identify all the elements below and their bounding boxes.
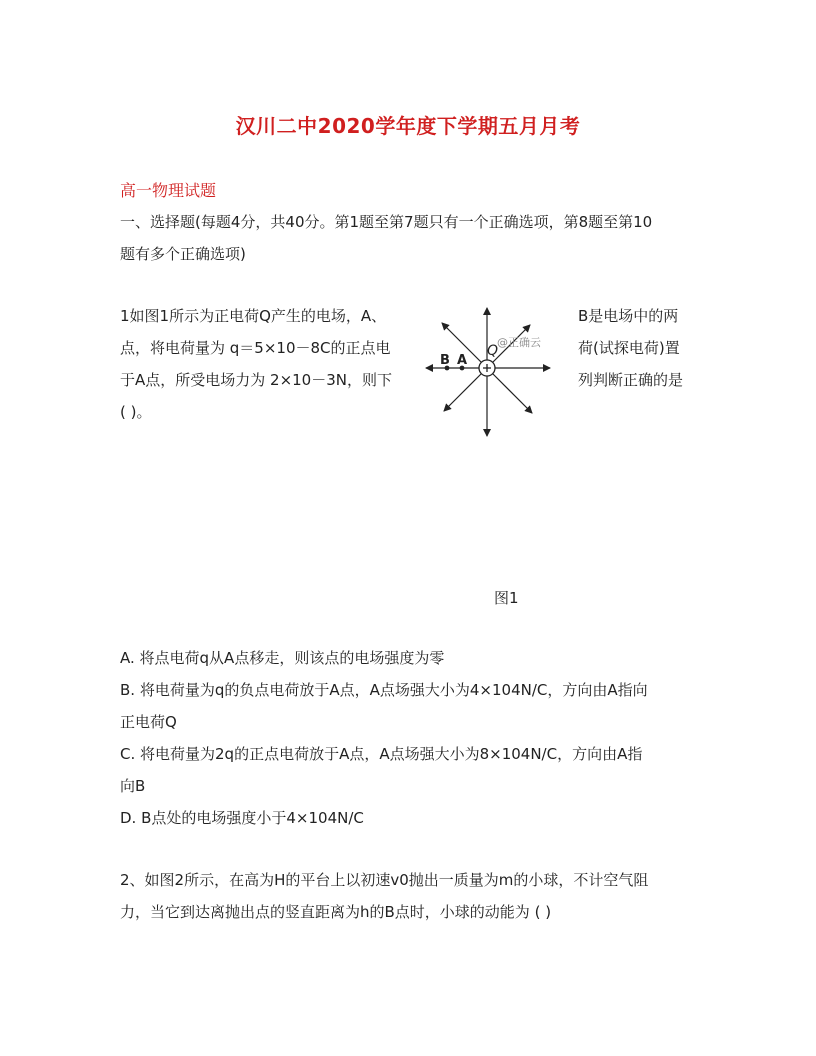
q1-option-b: B. 将电荷量为q的负点电荷放于A点，A点场强大小为4×104N/C，方向由A指向 (120, 681, 648, 699)
q1-option-d: D. B点处的电场强度小于4×104N/C (120, 809, 364, 827)
q1-option-b-cont: 正电荷Q (120, 713, 177, 731)
q1-left-line-4: ( )。 (120, 403, 152, 421)
section-instructions-line-2: 题有多个正确选项) (120, 245, 246, 263)
q2-line-2: 力，当它到达离抛出点的竖直距离为h的B点时，小球的动能为 ( ) (120, 903, 552, 921)
point-a-label: A (457, 353, 468, 368)
subject-heading: 高一物理试题 (120, 181, 217, 200)
charge-q-label: Q (487, 343, 499, 359)
watermark-text: @正确云 (497, 336, 541, 349)
q1-right-line-2: 荷(试探电荷)置 (578, 339, 680, 357)
q1-left-line-3: 于A点，所受电场力为 2×10－3N，则下 (120, 371, 392, 389)
field-line-lower-right (493, 374, 532, 413)
figure-1-caption: 图1 (494, 589, 519, 607)
section-instructions-line-1: 一、选择题(每题4分，共40分。第1题至第7题只有一个正确选项，第8题至第10 (120, 213, 653, 231)
q1-option-c: C. 将电荷量为2q的正点电荷放于A点，A点场强大小为8×104N/C，方向由A指 (120, 745, 643, 763)
field-line-lower-left (444, 374, 481, 411)
q1-option-c-cont: 向B (120, 777, 146, 795)
point-b-label: B (440, 353, 450, 368)
q2-line-1: 2、如图2所示，在高为H的平台上以初速v0抛出一质量为m的小球，不计空气阻 (120, 871, 649, 889)
electric-field-figure (420, 298, 560, 444)
q1-left-line-1: 1如图1所示为正电荷Q产生的电场，A、 (120, 307, 387, 325)
q1-right-line-1: B是电场中的两 (578, 307, 679, 325)
page-title: 汉川二中2020学年度下学期五月月考 (235, 114, 581, 138)
q1-option-a: A. 将点电荷q从A点移走，则该点的电场强度为零 (120, 649, 445, 667)
q1-left-line-2: 点，将电荷量为 q＝5×10－8C的正点电 (120, 339, 391, 357)
q1-right-line-3: 列判断正确的是 (578, 371, 684, 389)
